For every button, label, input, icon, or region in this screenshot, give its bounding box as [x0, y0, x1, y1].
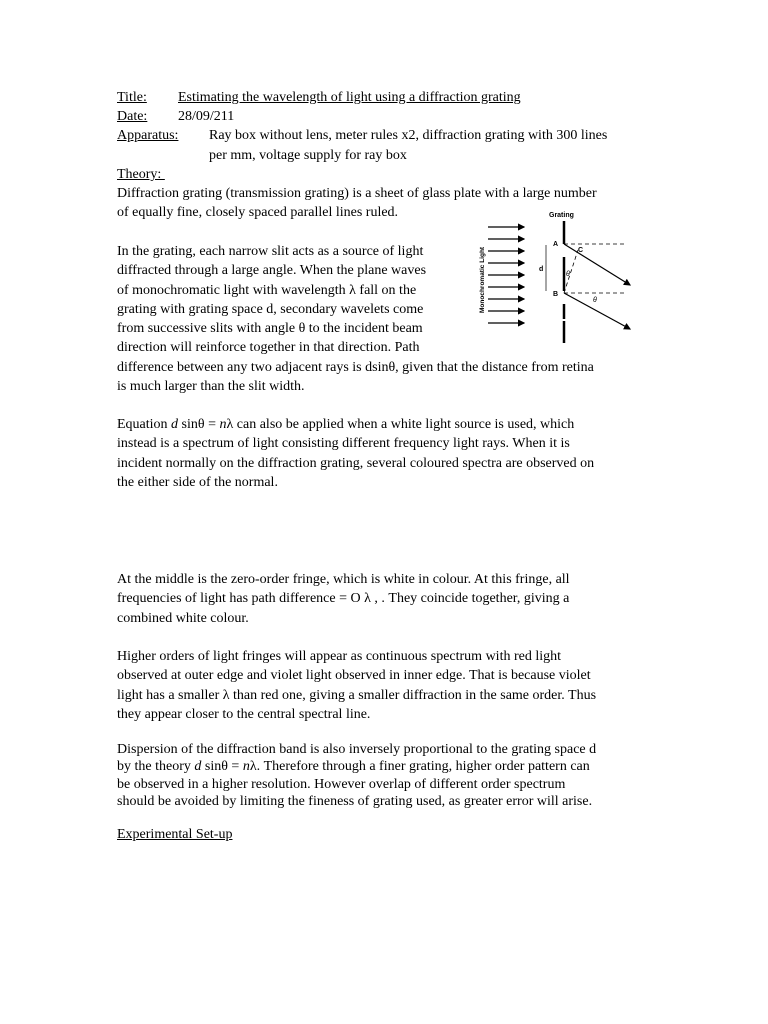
dispersion-line: be observed in a higher resolution. However overlap of different order spectrum — [117, 776, 566, 792]
zero-order-line: At the middle is the zero-order fringe, which is white in colour. At this fringe, all — [117, 572, 570, 587]
dispersion-line-2 — [117, 758, 649, 775]
diffracted-rays — [564, 244, 630, 329]
higher-order-line: they appear closer to the central spectral line. — [117, 706, 371, 722]
incident-rays — [488, 227, 524, 323]
grating-line: diffracted through a large angle. When the plane waves — [117, 263, 427, 279]
dispersion-eq-d: d — [194, 759, 202, 775]
dispersion-eq-mid: sinθ = — [201, 759, 243, 775]
grating-line: direction will reinforce together in that direction. Path — [117, 340, 420, 356]
equation-prefix: Equation — [117, 417, 172, 432]
dispersion-post: λ. Therefore through a finer grating, higher order pattern can — [249, 759, 590, 775]
grating-line: from successive slits with angle θ to the incident beam — [117, 321, 423, 337]
label-b: B — [553, 291, 559, 298]
monochromatic-light-label: Monochromatic Light — [479, 246, 486, 313]
intro-line: Diffraction grating (transmission grating) is a sheet of glass plate with a large number — [117, 186, 597, 201]
label-theta-1: θ — [566, 271, 570, 278]
higher-order-paragraph — [117, 647, 649, 724]
apparatus-line-2: per mm, voltage supply for ray box — [209, 148, 407, 163]
equation-line: incident normally on the diffraction grating, several coloured spectra are observed on — [117, 455, 595, 471]
grating-line: In the grating, each narrow slit acts as a source of light — [117, 244, 424, 259]
date-label: Date: — [117, 109, 148, 124]
equation-paragraph — [117, 415, 649, 492]
dispersion-eq-n: n — [242, 759, 250, 775]
theory-heading: Theory: — [117, 167, 165, 182]
experimental-setup-heading: Experimental Set-up — [117, 827, 233, 842]
zero-order-line: frequencies of light has path difference = O λ , . They coincide together, giving a — [117, 591, 570, 607]
dispersion-line: Dispersion of the diffraction band is also inversely proportional to the grating space d — [117, 742, 597, 757]
grating-line: grating with grating space d, secondary wavelets come — [117, 301, 424, 317]
equation-line: instead is a spectrum of light consisting different frequency light rays. When it is — [117, 436, 570, 452]
label-a: A — [553, 241, 559, 248]
normal-lines — [564, 244, 626, 293]
label-c: C — [578, 247, 584, 254]
dispersion-pre: by the theory — [117, 759, 195, 775]
equation-rest: λ can also be applied when a white light source is used, which — [226, 417, 575, 432]
equation-line: the either side of the normal. — [117, 474, 278, 490]
apparatus-label: Apparatus: — [117, 128, 179, 143]
dispersion-line: should be avoided by limiting the fineness of grating used, as greater error will arise. — [117, 794, 593, 810]
title-label: Title: — [117, 90, 147, 105]
zero-order-paragraph — [117, 570, 649, 628]
intro-line: of equally fine, closely spaced parallel lines ruled. — [117, 205, 399, 221]
grating-line: is much larger than the slit width. — [117, 379, 305, 395]
grating-line: of monochromatic light with wavelength λ fall on the — [117, 282, 417, 298]
label-theta-2: θ — [593, 297, 597, 304]
equation-d: d — [171, 417, 179, 432]
equation-line-1 — [117, 415, 649, 434]
higher-order-line: light has a smaller λ than red one, giving a smaller diffraction in the same order. Thus — [117, 687, 597, 703]
grating-line: difference between any two adjacent rays is dsinθ, given that the distance from retina — [117, 359, 594, 375]
date-value: 28/09/211 — [178, 109, 235, 124]
diffraction-grating-diagram — [472, 205, 632, 355]
zero-order-line: combined white colour. — [117, 610, 249, 626]
apparatus-line-1: Ray box without lens, meter rules x2, diffraction grating with 300 lines — [209, 128, 608, 143]
equation-mid: sinθ = — [178, 417, 220, 432]
dispersion-paragraph — [117, 741, 649, 811]
higher-order-line: Higher orders of light fringes will appear as continuous spectrum with red light — [117, 649, 562, 664]
label-d: d — [539, 266, 544, 273]
grating-label: Grating — [549, 212, 574, 219]
higher-order-line: observed at outer edge and violet light observed in inner edge. That is because violet — [117, 668, 591, 684]
title-value: Estimating the wavelength of light using a diffraction grating — [178, 90, 521, 105]
equation-n: n — [219, 417, 227, 432]
